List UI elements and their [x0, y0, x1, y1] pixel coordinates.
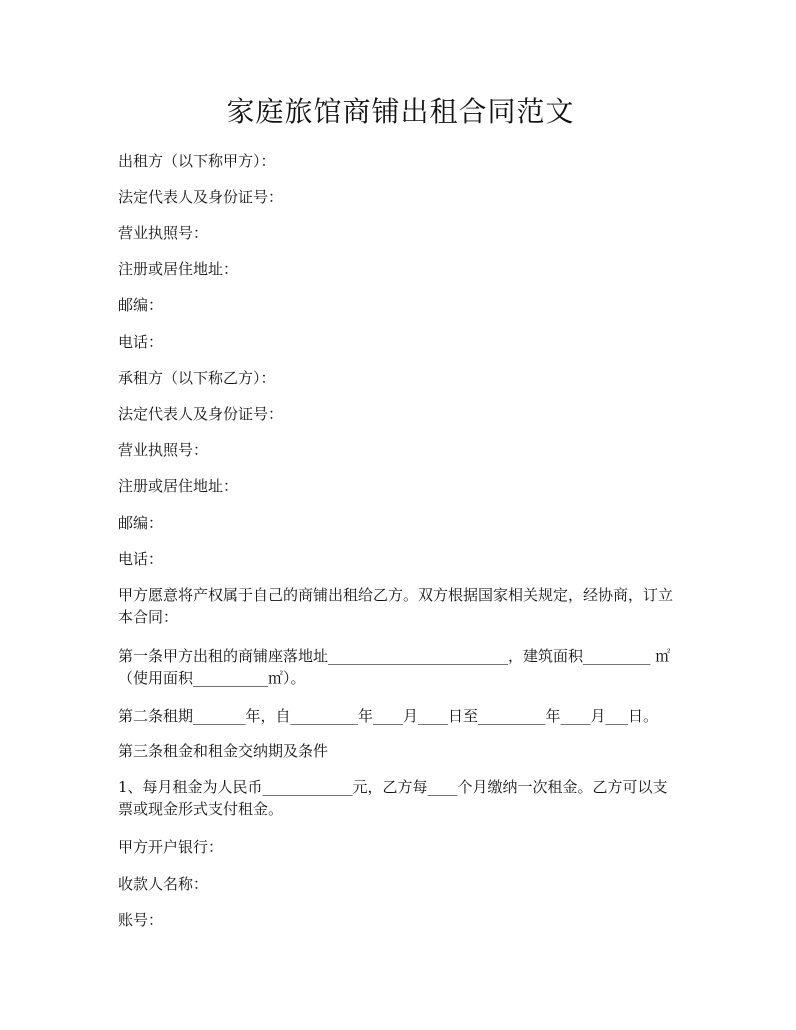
lessee-representative-line: 法定代表人及身份证号：: [118, 405, 284, 423]
payee-line: 收款人名称：: [118, 875, 209, 893]
lessee-address-line: 注册或居住地址：: [118, 477, 239, 495]
lessor-representative-line: 法定代表人及身份证号：: [118, 188, 284, 206]
document-page: [118, 0, 683, 1030]
article-3-heading: 第三条租金和租金交纳期及条件: [118, 742, 329, 760]
lessor-postcode-line: 邮编：: [118, 296, 164, 314]
lessee-postcode-line: 邮编：: [118, 514, 164, 532]
bank-line: 甲方开户银行：: [118, 838, 224, 856]
account-line: 账号：: [118, 911, 164, 929]
document-title: 家庭旅馆商铺出租合同范文: [226, 95, 575, 128]
lessor-license-line: 营业执照号：: [118, 224, 209, 242]
lessee-line: 承租方（以下称乙方）：: [118, 369, 276, 387]
preamble-paragraph: 甲方愿意将产权属于自己的商铺出租给乙方。双方根据国家相关规定，经协商，订立本合同：: [118, 586, 674, 626]
lessee-license-line: 营业执照号：: [118, 441, 209, 459]
lessor-line: 出租方（以下称甲方）：: [118, 152, 276, 170]
lessor-phone-line: 电话：: [118, 333, 164, 351]
article-1-paragraph: 第一条甲方出租的商铺座落地址________________________，建筑面积_________ ㎡（使用面积__________㎡）。: [118, 647, 671, 687]
rent-clause-paragraph: 1、每月租金为人民币____________元，乙方每____个月缴纳一次租金。乙方可以支票或现金形式支付租金。: [118, 778, 668, 818]
lessee-phone-line: 电话：: [118, 550, 164, 568]
lessor-address-line: 注册或居住地址：: [118, 260, 239, 278]
article-2-paragraph: 第二条租期_______年，自_________年____月____日至_________年____月___日。: [118, 707, 659, 725]
